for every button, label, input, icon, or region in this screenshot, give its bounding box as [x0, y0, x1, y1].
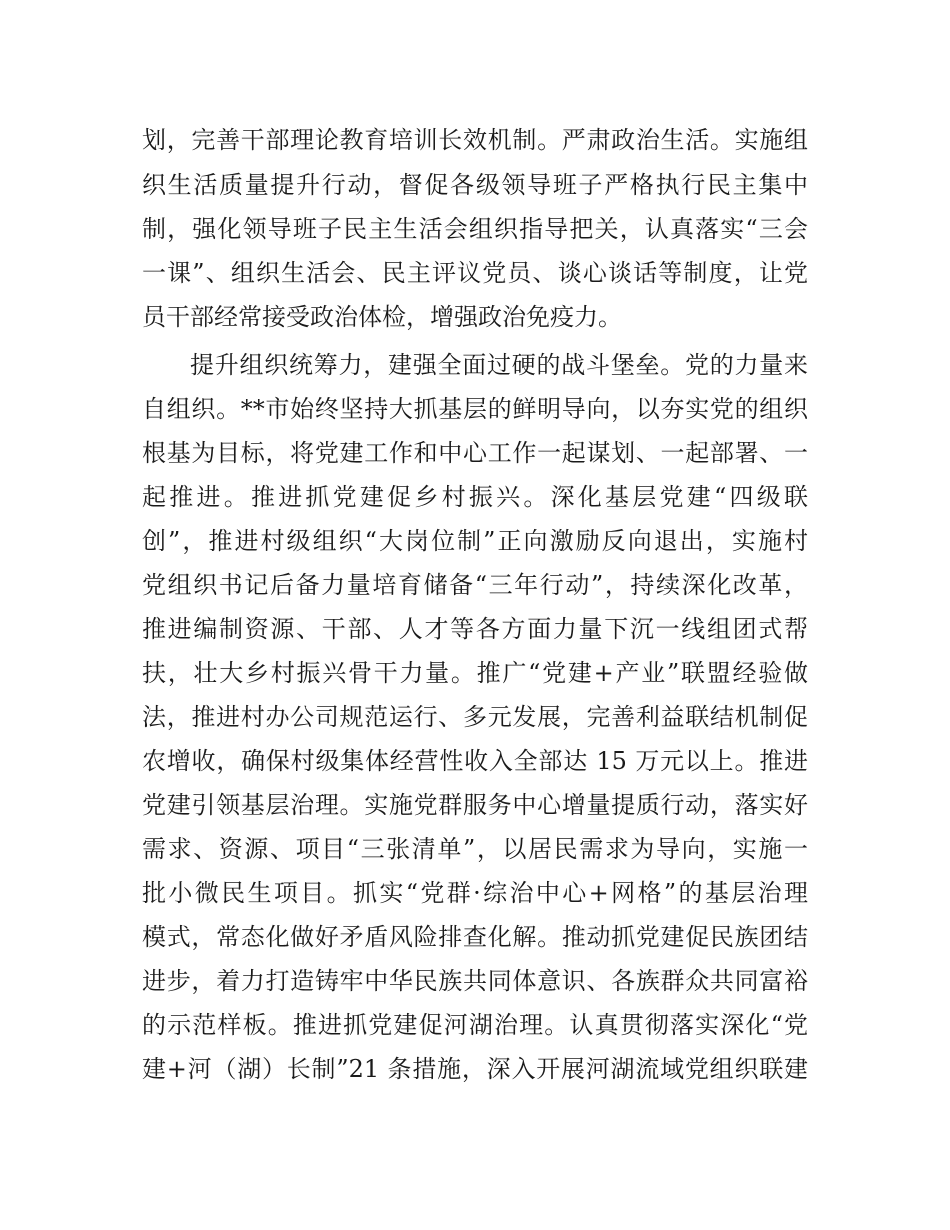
paragraph-2-line-9: 法，推进村办公司规范运行、多元发展，完善利益联结机制促 [142, 703, 808, 731]
paragraph-2-line-4: 起推进。推进抓党建促乡村振兴。深化基层党建“四级联 [142, 483, 808, 511]
paragraph-2-line-15: 进步，着力打造铸牢中华民族共同体意识、各族群众共同富裕 [142, 967, 808, 995]
paragraph-2-line-10: 农增收，确保村级集体经营性收入全部达 15 万元以上。推进 [142, 747, 808, 775]
paragraph-1-line-2: 织生活质量提升行动，督促各级领导班子严格执行民主集中 [142, 171, 808, 199]
paragraph-2-line-5: 创”，推进村级组织“大岗位制”正向激励反向退出，实施村 [142, 527, 808, 555]
paragraph-2-line-6: 党组织书记后备力量培育储备“三年行动”，持续深化改革， [142, 571, 808, 599]
paragraph-1-line-3: 制，强化领导班子民主生活会组织指导把关，认真落实“三会 [142, 215, 808, 243]
paragraph-2-line-1: 提升组织统筹力，建强全面过硬的战斗堡垒。党的力量来 [190, 351, 808, 379]
paragraph-2-line-12: 需求、资源、项目“三张清单”，以居民需求为导向，实施一 [142, 835, 808, 863]
paragraph-2-line-7: 推进编制资源、干部、人才等各方面力量下沉一线组团式帮 [142, 615, 808, 643]
paragraph-2-line-13: 批小微民生项目。抓实“党群·综治中心+网格”的基层治理 [142, 879, 808, 907]
paragraph-1-line-4: 一课”、组织生活会、民主评议党员、谈心谈话等制度，让党 [142, 259, 808, 287]
paragraph-1-line-5: 员干部经常接受政治体检，增强政治免疫力。 [142, 303, 622, 331]
paragraph-1-line-1: 划，完善干部理论教育培训长效机制。严肃政治生活。实施组 [142, 126, 808, 154]
paragraph-2-line-14: 模式，常态化做好矛盾风险排查化解。推动抓党建促民族团结 [142, 923, 808, 951]
paragraph-2-line-17: 建+河（湖）长制”21 条措施，深入开展河湖流域党组织联建 [142, 1055, 808, 1083]
paragraph-2-line-3: 根基为目标，将党建工作和中心工作一起谋划、一起部署、一 [142, 439, 808, 467]
paragraph-2-line-16: 的示范样板。推进抓党建促河湖治理。认真贯彻落实深化“党 [142, 1011, 808, 1039]
paragraph-2-line-8: 扶，壮大乡村振兴骨干力量。推广“党建+产业”联盟经验做 [142, 659, 808, 687]
paragraph-2-line-2: 自组织。**市始终坚持大抓基层的鲜明导向，以夯实党的组织 [142, 395, 808, 423]
paragraph-2-line-11: 党建引领基层治理。实施党群服务中心增量提质行动，落实好 [142, 791, 808, 819]
